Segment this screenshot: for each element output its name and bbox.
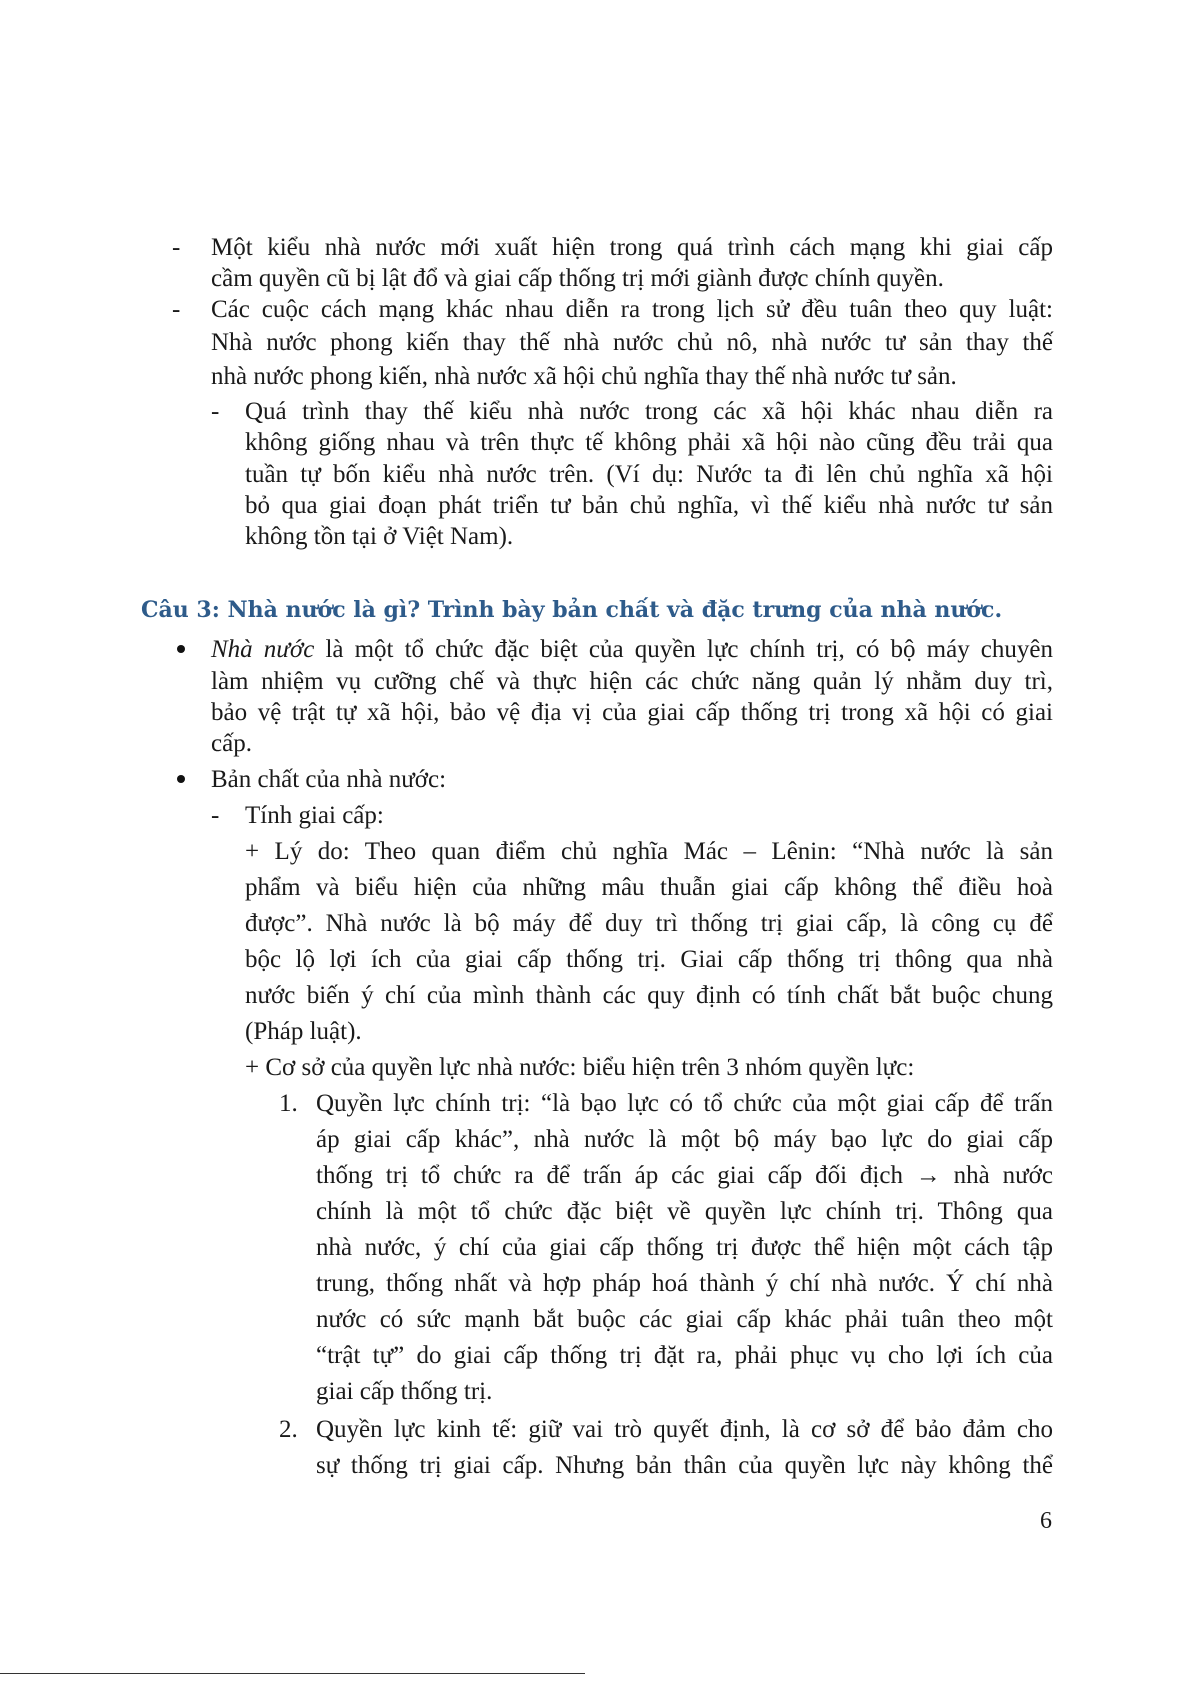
text-span: là một tổ chức đặc biệt của quyền lực chính trị, có bộ máy chuyên (314, 636, 1053, 663)
bullet-dot (177, 645, 185, 653)
text-line: chính là một tổ chức đặc biệt về quyền lực chính trị. Thông qua (316, 1198, 1053, 1225)
text-line: sự thống trị giai cấp. Nhưng bản thân của quyền lực này không thể (316, 1452, 1053, 1479)
text-line: giai cấp thống trị. (316, 1378, 493, 1405)
page-number: 6 (1040, 1508, 1052, 1534)
dash-marker: - (211, 802, 220, 829)
text-line: Quá trình thay thế kiểu nhà nước trong các xã hội khác nhau diễn ra (245, 398, 1053, 425)
dash-marker: - (172, 296, 181, 323)
text-line: Các cuộc cách mạng khác nhau diễn ra trong lịch sử đều tuân theo quy luật: (211, 296, 1053, 323)
text-line (211, 634, 1053, 665)
text-line: cầm quyền cũ bị lật đổ và giai cấp thống trị mới giành được chính quyền. (211, 265, 944, 292)
text-line: “trật tự” do giai cấp thống trị đặt ra, phải phục vụ cho lợi ích của (316, 1342, 1053, 1369)
text-line: Một kiểu nhà nước mới xuất hiện trong quá trình cách mạng khi giai cấp (211, 234, 1053, 261)
dash-marker: - (172, 234, 181, 261)
footer-rule (0, 1673, 585, 1674)
text-line: + Lý do: Theo quan điểm chủ nghĩa Mác – Lênin: “Nhà nước là sản (245, 838, 1053, 865)
text-line: được”. Nhà nước là bộ máy để duy trì thống trị giai cấp, là công cụ để (245, 910, 1053, 937)
text-line: (Pháp luật). (245, 1018, 362, 1045)
text-line: bảo vệ trật tự xã hội, bảo vệ địa vị của giai cấp thống trị trong xã hội có giai (211, 699, 1053, 726)
list-number: 1. (279, 1090, 298, 1117)
text-line: bỏ qua giai đoạn phát triển tư bản chủ nghĩa, vì thế kiểu nhà nước tư sản (245, 492, 1053, 519)
text-line: Quyền lực kinh tế: giữ vai trò quyết định, là cơ sở để bảo đảm cho (316, 1416, 1053, 1443)
text-line: nhà nước phong kiến, nhà nước xã hội chủ nghĩa thay thế nhà nước tư sản. (211, 363, 957, 390)
text-line: áp giai cấp khác”, nhà nước là một bộ máy bạo lực do giai cấp (316, 1126, 1053, 1153)
text-line: cấp. (211, 730, 252, 757)
text-line: thống trị tổ chức ra để trấn áp các giai cấp đối địch → nhà nước (316, 1162, 1053, 1189)
section-heading: Câu 3: Nhà nước là gì? Trình bày bản chất và đặc trưng của nhà nước. (141, 597, 1003, 623)
text-line: phẩm và biểu hiện của những mâu thuẫn giai cấp không thể điều hoà (245, 874, 1053, 901)
text-line: Nhà nước phong kiến thay thế nhà nước chủ nô, nhà nước tư sản thay thế (211, 329, 1053, 356)
text-line: bộc lộ lợi ích của giai cấp thống trị. Giai cấp thống trị thông qua nhà (245, 946, 1053, 973)
defined-term: Nhà nước (211, 636, 315, 663)
dash-marker: - (211, 398, 220, 425)
text-line: làm nhiệm vụ cưỡng chế và thực hiện các chức năng quản lý nhằm duy trì, (211, 668, 1053, 695)
text-line: tuần tự bốn kiểu nhà nước trên. (Ví dụ: Nước ta đi lên chủ nghĩa xã hội (245, 461, 1053, 488)
text-line: nước biến ý chí của mình thành các quy định có tính chất bắt buộc chung (245, 982, 1053, 1009)
list-number: 2. (279, 1416, 298, 1443)
text-line: Bản chất của nhà nước: (211, 766, 447, 793)
text-line: không giống nhau và trên thực tế không phải xã hội nào cũng đều trải qua (245, 429, 1053, 456)
text-line: nhà nước, ý chí của giai cấp thống trị được thể hiện một cách tập (316, 1234, 1053, 1261)
text-line: không tồn tại ở Việt Nam). (245, 523, 514, 550)
bullet-dot (177, 775, 185, 783)
text-line: trung, thống nhất và hợp pháp hoá thành ý chí nhà nước. Ý chí nhà (316, 1270, 1053, 1297)
text-line: Quyền lực chính trị: “là bạo lực có tổ chức của một giai cấp để trấn (316, 1090, 1053, 1117)
text-line: Tính giai cấp: (245, 802, 384, 829)
text-line: nước có sức mạnh bắt buộc các giai cấp khác phải tuân theo một (316, 1306, 1053, 1333)
text-line: + Cơ sở của quyền lực nhà nước: biểu hiện trên 3 nhóm quyền lực: (245, 1054, 915, 1081)
